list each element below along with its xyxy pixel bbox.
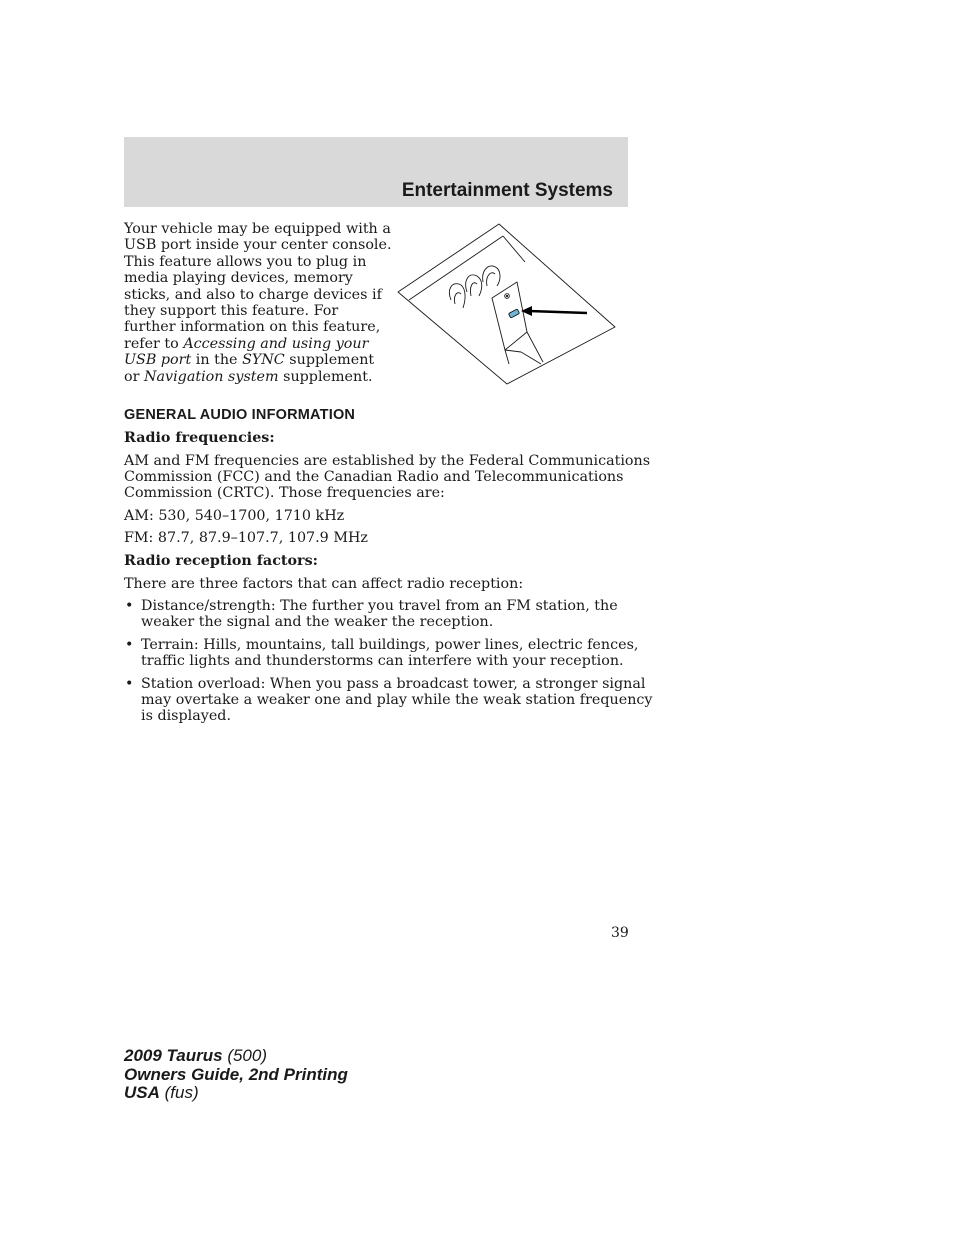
bullet-item: [141, 598, 618, 630]
text-line: may overtake a weaker one and play while the weak station frequency: [141, 692, 653, 709]
footer-code: (500): [222, 1046, 268, 1065]
section-heading: GENERAL AUDIO INFORMATION: [124, 407, 356, 423]
text-line: Terrain: Hills, mountains, tall buildings, power lines, electric fences,: [141, 637, 639, 653]
pointer-arrow-shaft: [529, 311, 587, 313]
panel-edge: [505, 350, 509, 364]
cupholder-shape: [449, 284, 465, 308]
text-line: [124, 352, 386, 368]
cupholder-shape: [466, 275, 482, 296]
footer-model: 2009 Taurus: [124, 1046, 223, 1065]
text-fragment: refer to: [124, 335, 184, 352]
console-edge: [503, 236, 525, 262]
bullet-item: [141, 676, 653, 725]
bullet-marker: •: [125, 676, 134, 692]
footer-line: [124, 1066, 348, 1085]
reference-title: SYNC: [242, 352, 285, 369]
header-bar: [124, 137, 628, 207]
text-line: Commission (CRTC). Those frequencies are:: [124, 485, 445, 502]
text-line: sticks, and also to charge devices if: [124, 286, 382, 303]
text-line: This feature allows you to plug in: [124, 253, 367, 270]
subheading-reception-factors: Radio reception factors:: [124, 553, 318, 569]
text-line: traffic lights and thunderstorms can interfere with your reception.: [141, 653, 624, 670]
cupholder-shape: [454, 293, 461, 304]
footer-edition: Owners Guide, 2nd Printing: [124, 1064, 348, 1084]
footer-market: USA: [124, 1083, 160, 1102]
pointer-arrow-icon: [521, 306, 532, 316]
text-fragment: in the: [191, 352, 243, 369]
panel-screw: [506, 295, 507, 296]
console-outline: [398, 224, 615, 384]
cupholder-shape: [470, 283, 477, 296]
footer-code: (fus): [159, 1083, 199, 1102]
subheading-radio-frequencies: Radio frequencies:: [124, 430, 275, 446]
footer-line: [124, 1047, 348, 1066]
fm-frequencies: FM: 87.7, 87.9–107.7, 107.9 MHz: [124, 530, 368, 546]
text-line: Your vehicle may be equipped with a: [124, 221, 391, 237]
cupholder-shape: [487, 273, 495, 286]
page-number: 39: [611, 925, 629, 941]
text-line: AM and FM frequencies are established by the Federal Communications: [124, 453, 651, 469]
text-line: Commission (FCC) and the Canadian Radio and Telecommunications: [124, 469, 624, 486]
text-line: they support this feature. For: [124, 303, 339, 320]
frequencies-paragraph: [124, 453, 650, 502]
text-line: media playing devices, memory: [124, 270, 353, 287]
usb-port-illustration: [395, 222, 617, 386]
reference-title: Accessing and using your: [183, 335, 369, 352]
am-frequencies: AM: 530, 540–1700, 1710 kHz: [124, 508, 345, 524]
text-line: is displayed.: [141, 708, 231, 725]
bullet-marker: •: [125, 598, 134, 614]
page-title: Entertainment Systems: [401, 180, 613, 201]
text-fragment: or: [124, 368, 144, 385]
usb-port: [508, 309, 519, 318]
reception-intro: There are three factors that can affect radio reception:: [124, 576, 524, 592]
cupholder-shape: [483, 266, 500, 286]
bullet-item: [141, 637, 638, 669]
text-line: Station overload: When you pass a broadcast tower, a stronger signal: [141, 676, 646, 692]
text-line: weaker the signal and the weaker the reception.: [141, 614, 494, 631]
usb-paragraph: [124, 221, 392, 385]
footer-line: [124, 1084, 348, 1103]
text-line: Distance/strength: The further you travel from an FM station, the: [141, 598, 618, 614]
bullet-marker: •: [125, 637, 134, 653]
panel-edge: [505, 350, 521, 352]
console-edge: [409, 236, 503, 300]
reference-title: Navigation system: [144, 368, 279, 385]
text-line: further information on this feature,: [124, 319, 381, 336]
text-fragment: supplement.: [278, 368, 373, 385]
text-line: [124, 369, 386, 385]
document-footer: [124, 1047, 348, 1103]
panel-edge: [521, 352, 541, 364]
text-line: [124, 336, 386, 352]
reference-title: USB port: [124, 352, 192, 369]
text-fragment: supplement: [284, 352, 375, 369]
text-line: USB port inside your center console.: [124, 237, 392, 254]
